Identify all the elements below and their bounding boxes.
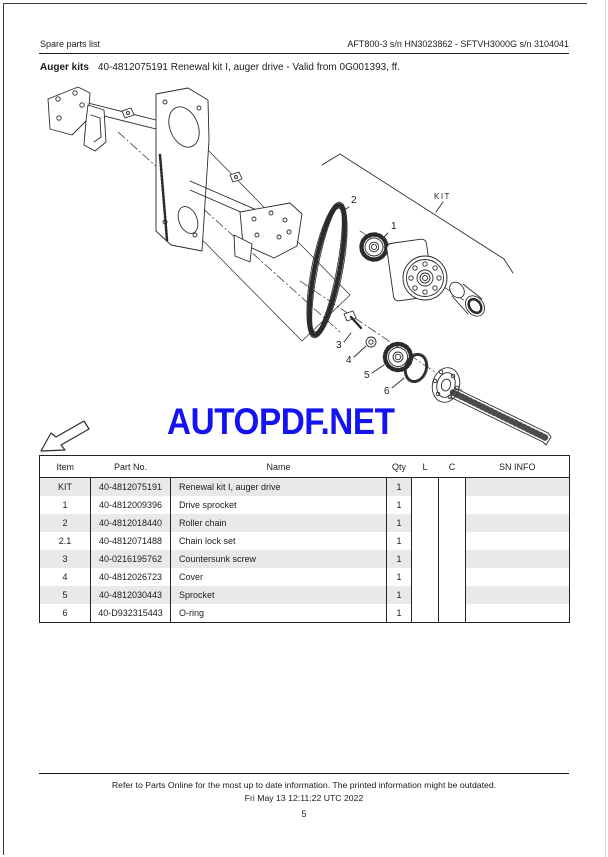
section-label: Auger kits [40, 62, 89, 73]
table-row [40, 478, 570, 497]
pointer-arrow-icon [41, 421, 89, 451]
cell-item: 6 [40, 604, 91, 623]
callout-4: 4 [346, 355, 352, 366]
cell-item: 5 [40, 586, 91, 604]
cell-sn-info [466, 496, 570, 514]
cell-l [412, 568, 439, 586]
cell-qty: 1 [387, 496, 412, 514]
cell-name: Drive sprocket [171, 496, 387, 514]
cell-item: 2.1 [40, 532, 91, 550]
col-header-l: L [412, 456, 439, 478]
col-header-sn-info: SN INFO [466, 456, 570, 478]
cell-name: Roller chain [171, 514, 387, 532]
cell-l [412, 478, 439, 497]
cell-part-no: 40-4812071488 [91, 532, 171, 550]
cell-name: O-ring [171, 604, 387, 623]
cell-c [439, 604, 466, 623]
callout-1: 1 [391, 221, 397, 232]
cell-qty: 1 [387, 550, 412, 568]
cell-l [412, 514, 439, 532]
cell-c [439, 568, 466, 586]
cell-qty: 1 [387, 514, 412, 532]
col-header-part-no: Part No. [91, 456, 171, 478]
cell-item: 1 [40, 496, 91, 514]
cell-qty: 1 [387, 586, 412, 604]
footer-rule [39, 773, 569, 774]
page-number: 5 [301, 809, 307, 819]
cell-c [439, 496, 466, 514]
cell-part-no: 40-4812075191 [91, 478, 171, 497]
cell-item: 3 [40, 550, 91, 568]
kit-label: KIT [434, 192, 451, 201]
cell-sn-info [466, 550, 570, 568]
cell-l [412, 532, 439, 550]
cell-l [412, 550, 439, 568]
cell-qty: 1 [387, 568, 412, 586]
table-header-row [40, 456, 570, 478]
col-header-qty: Qty [387, 456, 412, 478]
auger-shaft [429, 365, 551, 445]
cell-item: 4 [40, 568, 91, 586]
cell-part-no: 40-D932315443 [91, 604, 171, 623]
cell-sn-info [466, 478, 570, 497]
cell-sn-info [466, 604, 570, 623]
table-row [40, 586, 570, 604]
cell-item: KIT [40, 478, 91, 497]
cell-sn-info [466, 568, 570, 586]
parts-table [39, 455, 570, 623]
footer-notice: Refer to Parts Online for the most up to date information. The printed information might be outdated. [111, 780, 497, 790]
table-row [40, 532, 570, 550]
header-rule [39, 53, 569, 54]
cell-name: Countersunk screw [171, 550, 387, 568]
cell-sn-info [466, 532, 570, 550]
cell-part-no: 40-4812030443 [91, 586, 171, 604]
cell-c [439, 532, 466, 550]
exploded-view-diagram [38, 85, 570, 455]
cell-name: Cover [171, 568, 387, 586]
table-row [40, 568, 570, 586]
cell-part-no: 40-0216195762 [91, 550, 171, 568]
cell-part-no: 40-4812009396 [91, 496, 171, 514]
table-row [40, 496, 570, 514]
callout-2: 2 [351, 195, 357, 206]
cell-part-no: 40-4812026723 [91, 568, 171, 586]
cover-disc [366, 337, 376, 347]
page-border-right [605, 0, 606, 857]
page-border-top [3, 3, 587, 4]
cell-l [412, 586, 439, 604]
cell-qty: 1 [387, 478, 412, 497]
cell-c [439, 514, 466, 532]
cell-name: Sprocket [171, 586, 387, 604]
cell-l [412, 496, 439, 514]
table-row [40, 604, 570, 623]
frame-assembly [48, 87, 302, 262]
cell-name: Chain lock set [171, 532, 387, 550]
watermark: AUTOPDF.NET [167, 401, 395, 442]
col-header-c: C [439, 456, 466, 478]
callout-6: 6 [384, 386, 390, 397]
callout-5: 5 [364, 370, 370, 381]
header-document-type: Spare parts list [40, 39, 101, 49]
footer-timestamp: Fri May 13 12:11:22 UTC 2022 [244, 793, 364, 803]
page-title [40, 62, 400, 73]
cell-l [412, 604, 439, 623]
col-header-item: Item [40, 456, 91, 478]
cell-sn-info [466, 514, 570, 532]
cell-qty: 1 [387, 604, 412, 623]
cell-c [439, 550, 466, 568]
header-machine-serials: AFT800-3 s/n HN3023862 - SFTVH3000G s/n 3104041 [347, 39, 569, 49]
cell-part-no: 40-4812018440 [91, 514, 171, 532]
cell-name: Renewal kit I, auger drive [171, 478, 387, 497]
cell-c [439, 586, 466, 604]
table-row [40, 550, 570, 568]
gear-drive [386, 238, 447, 301]
cell-sn-info [466, 586, 570, 604]
cell-qty: 1 [387, 532, 412, 550]
table-row [40, 514, 570, 532]
cell-c [439, 478, 466, 497]
page-border-left [3, 3, 4, 855]
coupling [447, 279, 489, 320]
callout-3: 3 [336, 340, 342, 351]
col-header-name: Name [171, 456, 387, 478]
kit-description: 40-4812075191 Renewal kit I, auger drive - Valid from 0G001393, ff. [97, 62, 400, 73]
countersunk-screw [344, 311, 361, 328]
cell-item: 2 [40, 514, 91, 532]
